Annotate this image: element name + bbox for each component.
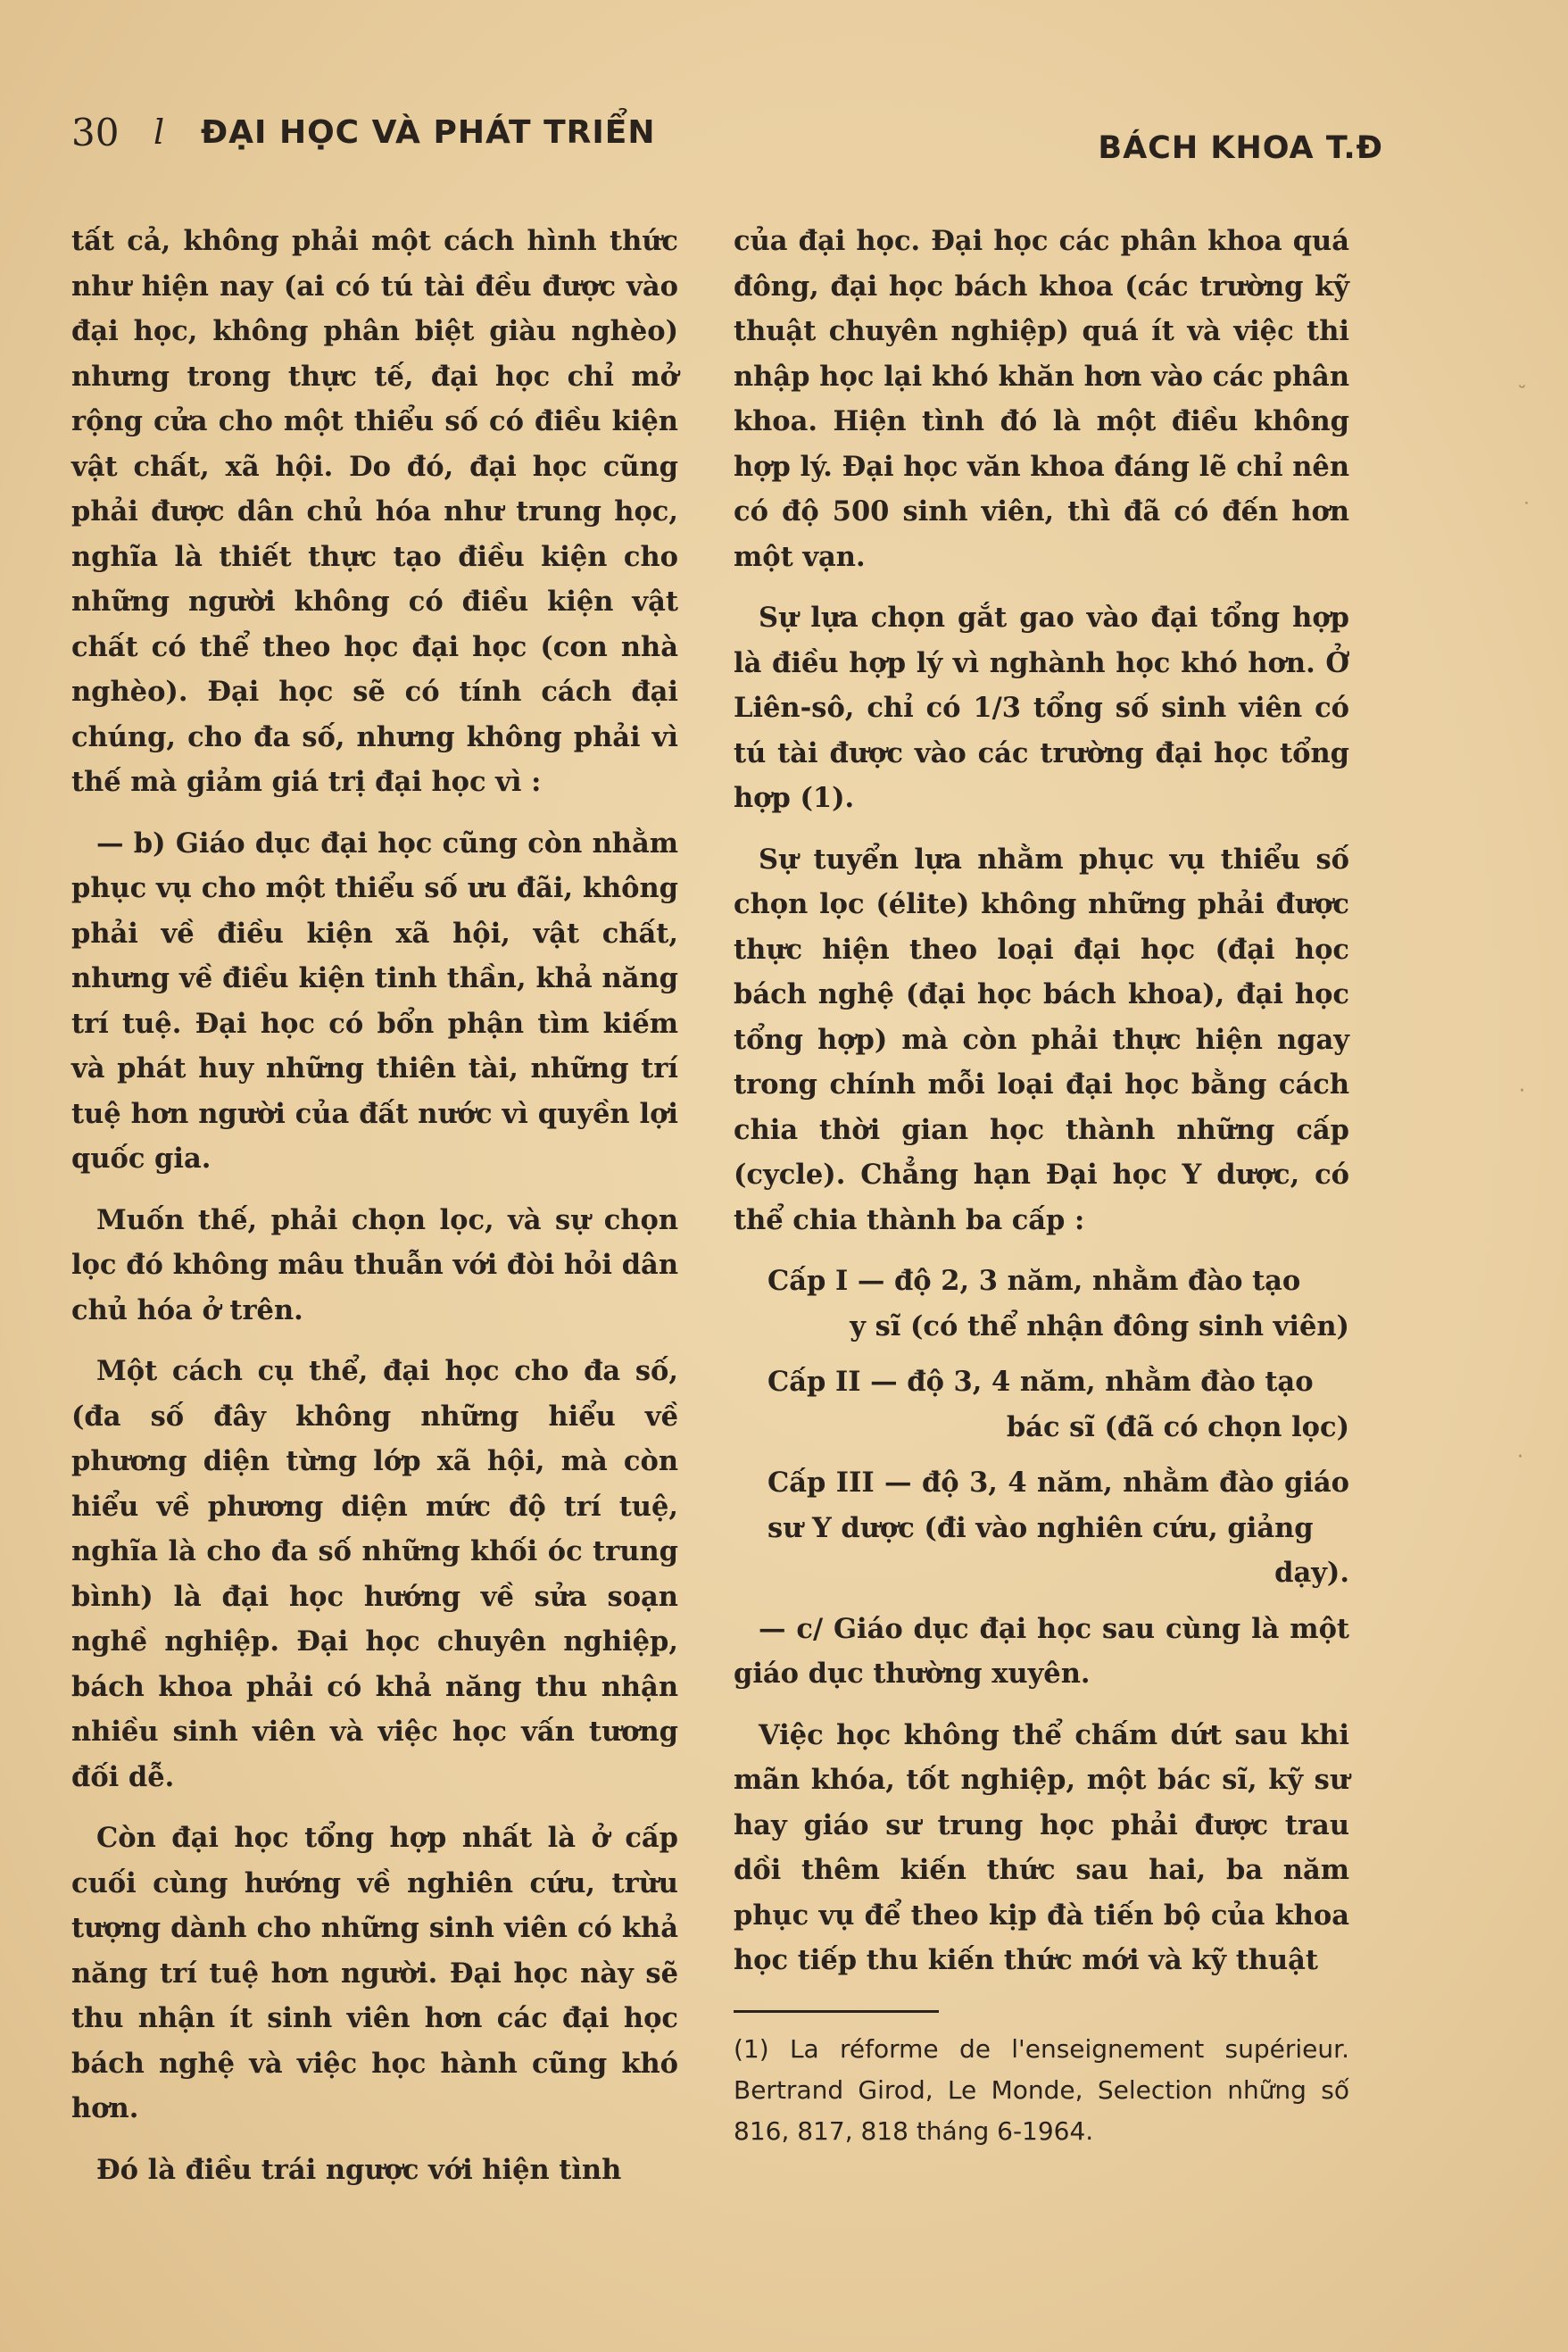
paragraph: Sự tuyển lựa nhằm phục vụ thiểu số chọn lọc (élite) không những phải được thực hiện theo loại đại học (đại học bách nghệ (đại học bách khoa), đại học tổng hợp) mà còn phải thực hiện ngay trong chính mỗi loại đại học bằng cách chia thời gian học thành những cấp (cycle). Chẳng hạn Đại học Y dược, có thể chia thành ba cấp : <box>734 843 1349 1236</box>
margin-speck: ˘ <box>1517 384 1527 406</box>
level-item-2 <box>734 1359 1349 1450</box>
margin-speck: ˙ <box>1522 500 1531 522</box>
paragraph: — b) Giáo dục đại học cũng còn nhằm phục vụ cho một thiểu số ưu đãi, không phải về điều kiện xã hội, vật chất, nhưng về điều kiện tinh thần, khả năng trí tuệ. Đại học có bổn phận tìm kiếm và phát huy những thiên tài, những trí tuệ hơn người của đất nước vì quyền lợi quốc gia. <box>71 827 678 1175</box>
footnote: (1) La réforme de l'enseignement supérieur. Bertrand Girod, Le Monde, Selection những số 816, 817, 818 tháng 6-1964. <box>734 2033 1349 2146</box>
paragraph: Việc học không thể chấm dứt sau khi mãn khóa, tốt nghiệp, một bác sĩ, kỹ sư hay giáo sư trung học phải được trau dồi thêm kiến thức sau hai, ba năm phục vụ để theo kịp đà tiến bộ của khoa học tiếp thu kiến thức mới và kỹ thuật <box>734 1718 1349 1976</box>
level-text: Cấp II — độ 3, 4 năm, nhằm đào tạo <box>767 1366 1314 1398</box>
paragraph: — c/ Giáo dục đại học sau cùng là một giáo dục thường xuyên. <box>734 1612 1349 1690</box>
paragraph: tất cả, không phải một cách hình thức như hiện nay (ai có tú tài đều được vào đại học, không phân biệt giàu nghèo) nhưng trong thực tế, đại học chỉ mở rộng cửa cho một thiểu số có điều kiện vật chất, xã hội. Do đó, đại học cũng phải được dân chủ hóa như trung học, nghĩa là thiết thực tạo điều kiện cho những người không có điều kiện vật chất có thể theo học đại học (con nhà nghèo). Đại học sẽ có tính cách đại chúng, cho đa số, nhưng không phải vì thế mà giảm giá trị đại học vì : <box>71 225 678 798</box>
level-text-continued: bác sĩ (đã có chọn lọc) <box>1006 1410 1349 1443</box>
running-header <box>71 105 1383 166</box>
level-item-3 <box>734 1460 1349 1596</box>
paragraph: Muốn thế, phải chọn lọc, và sự chọn lọc đó không mâu thuẫn với đòi hỏi dân chủ hóa ở trên. <box>71 1203 678 1326</box>
journal-title: BÁCH KHOA T.Đ <box>1098 130 1383 166</box>
level-item-1 <box>734 1259 1349 1349</box>
level-text: Cấp I — độ 2, 3 năm, nhằm đào tạo <box>767 1265 1301 1297</box>
level-text-continued: dạy). <box>1274 1557 1349 1589</box>
paragraph: Còn đại học tổng hợp nhất là ở cấp cuối cùng hướng về nghiên cứu, trừu tượng dành cho những sinh viên có khả năng trí tuệ hơn người. Đại học này sẽ thu nhận ít sinh viên hơn các đại học bách nghệ và việc học hành cũng khó hơn. <box>71 1822 678 2124</box>
margin-speck: · <box>1519 1080 1525 1102</box>
paragraph: của đại học. Đại học các phân khoa quá đông, đại học bách khoa (các trường kỹ thuật chuyên nghiệp) quá ít và việc thi nhập học lại khó khăn hơn vào các phân khoa. Hiện tình đó là một điều không hợp lý. Đại học văn khoa đáng lẽ chỉ nên có độ 500 sinh viên, thì đã có đến hơn một vạn. <box>734 225 1349 573</box>
paragraph: Đó là điều trái ngược với hiện tình <box>96 2153 622 2186</box>
margin-speck: · <box>1517 1446 1523 1468</box>
page-number: 30 <box>71 111 120 154</box>
right-column <box>734 219 1349 2152</box>
level-text-continued: y sĩ (có thể nhận đông sinh viên) <box>850 1309 1349 1342</box>
chapter-title: ĐẠI HỌC VÀ PHÁT TRIỂN <box>201 114 656 151</box>
footnote-rule <box>734 2010 939 2013</box>
header-separator: l <box>153 112 165 152</box>
left-column <box>71 219 678 2208</box>
paragraph: Sự lựa chọn gắt gao vào đại tổng hợp là điều hợp lý vì nghành học khó hơn. Ở Liên-sô, chỉ có 1/3 tổng số sinh viên có tú tài được vào các trường đại học tổng hợp (1). <box>734 602 1349 814</box>
paragraph: Một cách cụ thể, đại học cho đa số, (đa số đây không những hiểu về phương diện từng lớp xã hội, mà còn hiểu về phương diện mức độ trí tuệ, nghĩa là cho đa số những khối óc trung bình) là đại học hướng về sửa soạn nghề nghiệp. Đại học chuyên nghiệp, bách khoa phải có khả năng thu nhận nhiều sinh viên và việc học vấn tương đối dễ. <box>71 1355 678 1793</box>
level-text: Cấp III — độ 3, 4 năm, nhằm đào giáo sư Y dược (đi vào nghiên cứu, giảng <box>767 1467 1349 1544</box>
